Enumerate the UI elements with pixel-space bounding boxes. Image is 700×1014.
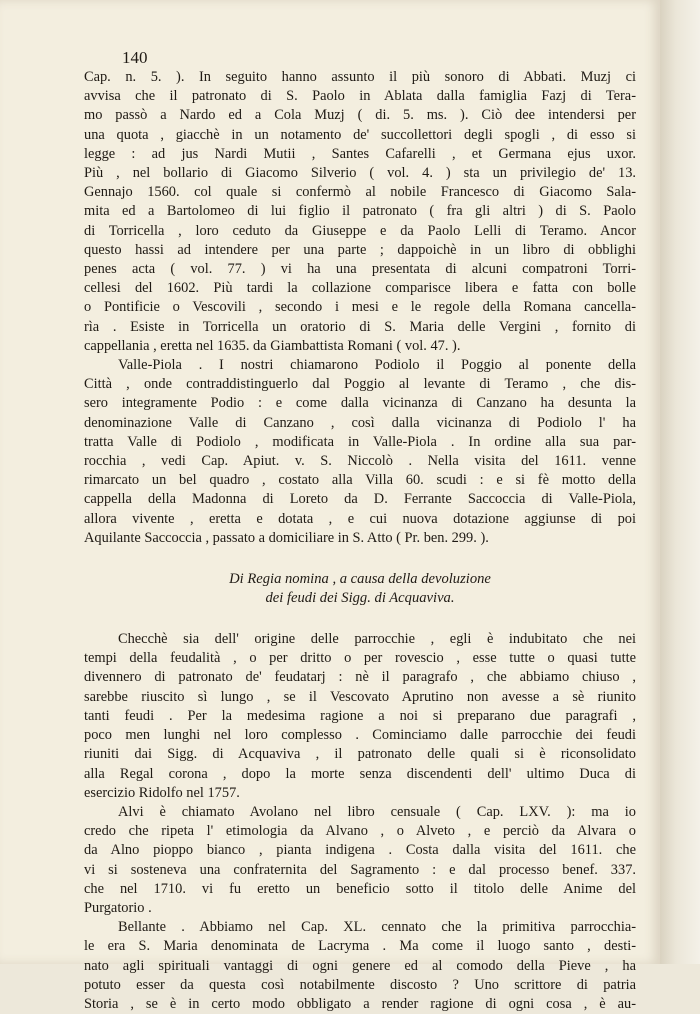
- text-line: Purgatorio .: [84, 899, 152, 916]
- text-line: rimarcato un bel quadro , costato alla Villa 60. scudi : e si fè motto della: [84, 472, 636, 489]
- page-content: [84, 48, 636, 1014]
- text-line: da Alno pioppo bianco , pianta indigena . Costa dalla visita del 1611. che: [84, 842, 636, 859]
- text-line: Bellante . Abbiamo nel Cap. XL. cennato che la primitiva parrocchia-: [118, 919, 636, 936]
- text-line: riuniti dai Sigg. di Acquaviva , il patronato delle quali si è riconsolidato: [84, 746, 636, 763]
- text-line: questo hassi ad intendere per una parte ; dappoichè in un libro di obblighi: [84, 241, 636, 258]
- text-line: sero integramente Podio : e come dalla vicinanza di Canzano ha desunta la: [84, 395, 636, 412]
- text-line: cappellania , eretta nel 1635. da Giambattista Romani ( vol. 47. ).: [84, 337, 461, 354]
- section-heading-line: Di Regia nomina , a causa della devoluzione: [229, 571, 491, 588]
- paragraph-origine-parrocchie: [84, 630, 636, 803]
- paragraph-valle-piola: [84, 356, 636, 548]
- text-line: legge : ad jus Nardi Mutii , Santes Cafarelli , et Germana ejus uxor.: [84, 145, 636, 162]
- page-number: 140: [122, 48, 148, 67]
- text-line: esercizio Ridolfo nel 1757.: [84, 784, 240, 801]
- text-line: Città , onde contraddistinguerlo dal Poggio al levante di Teramo , che dis-: [84, 376, 636, 393]
- text-line: sarebbe riuscito sì lungo , se il Vescovato Aprutino non avesse a sè riunito: [84, 688, 636, 705]
- text-line: divennero di patronato de' feudatarj : nè il paragrafo , che abbiamo chiuso ,: [84, 669, 636, 686]
- text-line: avvisa che il patronato di S. Paolo in Ablata dalla famiglia Fazj di Tera-: [84, 88, 636, 105]
- text-line: o Pontificie o Vescovili , secondo i mesi e le regole della Romana cancella-: [84, 299, 636, 316]
- text-line: le era S. Maria denominata de Lacryma . Ma come il luogo santo , desti-: [84, 938, 636, 955]
- text-line: alla Regal corona , dopo la morte senza discendenti dell' ultimo Duca di: [84, 765, 636, 782]
- text-line: tanti feudi . Per la medesima ragione a noi si preparano due paragrafi ,: [84, 707, 636, 724]
- text-line: Storia , se è in certo modo obbligato a render ragione di ogni cosa , è au-: [84, 995, 636, 1012]
- text-line: cappella della Madonna di Loreto da D. Ferrante Saccoccia di Valle-Piola,: [84, 491, 636, 508]
- paragraph-patronato-s-paolo: [84, 68, 636, 356]
- section-heading-line: dei feudi dei Sigg. di Acquaviva.: [265, 590, 455, 607]
- paragraph-bellante: [84, 918, 636, 1014]
- paragraph-alvi: [84, 803, 636, 918]
- text-line: Checchè sia dell' origine delle parrocchie , egli è indubitato che nei: [118, 631, 636, 648]
- text-line: di Torricella , loro ceduto da Giuseppe e da Paolo Lelli di Teramo. Ancor: [84, 222, 636, 239]
- text-line: allora vivente , eretta e dotata , e cui nuova dotazione aggiunse di poi: [84, 510, 636, 527]
- text-line: mo passò a Nardo ed a Cola Muzj ( di. 5. ms. ). Ciò dee intendersi per: [84, 107, 636, 124]
- text-line: vi si sosteneva una confraternita del Sagramento : e dal processo benef. 337.: [84, 861, 636, 878]
- text-line: Più , nel bollario di Giacomo Silverio ( vol. 4. ) sta un privilegio de' 13.: [84, 165, 636, 182]
- text-line: tempi della feudalità , o per dritto o per rovescio , esse tutte o quasi tutte: [84, 650, 636, 667]
- text-line: Gennajo 1560. col quale si confermò al nobile Francesco di Giacomo Sala-: [84, 184, 636, 201]
- text-line: mita ed a Bartolomeo di lui figlio il patronato ( fra gli altri ) di S. Paolo: [84, 203, 636, 220]
- text-line: potuto esser da questa così notabilmente discosto ? Uno scrittore di patria: [84, 976, 636, 993]
- text-line: Valle-Piola . I nostri chiamarono Podiolo il Poggio al ponente della: [118, 357, 636, 374]
- text-line: che nel 1710. vi fu eretto un beneficio sotto il titolo delle Anime del: [84, 880, 636, 897]
- text-line: rocchia , vedi Cap. Apiut. v. S. Niccolò . Nella visita del 1611. venne: [84, 453, 636, 470]
- text-line: cellesi del 1602. Più tardi la collazione comparisce libera e fatta con bolle: [84, 280, 636, 297]
- text-line: poco men lunghi nel loro complesso . Cominciamo dalle parrocchie dei feudi: [84, 727, 636, 744]
- text-line: una quota , giacchè in un notamento de' succollettori degli spogli , di esso si: [84, 126, 636, 143]
- text-line: Aquilante Saccoccia , passato a domiciliare in S. Atto ( Pr. ben. 299. ).: [84, 529, 489, 546]
- text-line: rìa . Esiste in Torricella un oratorio di S. Maria delle Vergini , fornito di: [84, 318, 636, 335]
- text-line: Cap. n. 5. ). In seguito hanno assunto il più sonoro di Abbati. Muzj ci: [84, 69, 636, 85]
- text-line: penes acta ( vol. 77. ) vi ha una presentata di alcuni compatroni Torri-: [84, 261, 636, 278]
- page-edge: [660, 0, 700, 964]
- text-line: tratta Valle di Podiolo , modificata in Valle-Piola . In ordine alla sua par-: [84, 433, 636, 450]
- text-line: denominazione Valle di Canzano , così dalla vicinanza di Podiolo l' ha: [84, 414, 636, 431]
- text-line: credo che ripeta l' etimologia da Alvano , o Alveto , e perciò da Alvara o: [84, 823, 636, 840]
- section-heading: [84, 570, 636, 608]
- text-line: nato agli spirituali vantaggi di ogni genere ed al comodo della Pieve , ha: [84, 957, 636, 974]
- text-line: Alvi è chiamato Avolano nel libro censuale ( Cap. LXV. ): ma io: [118, 803, 636, 820]
